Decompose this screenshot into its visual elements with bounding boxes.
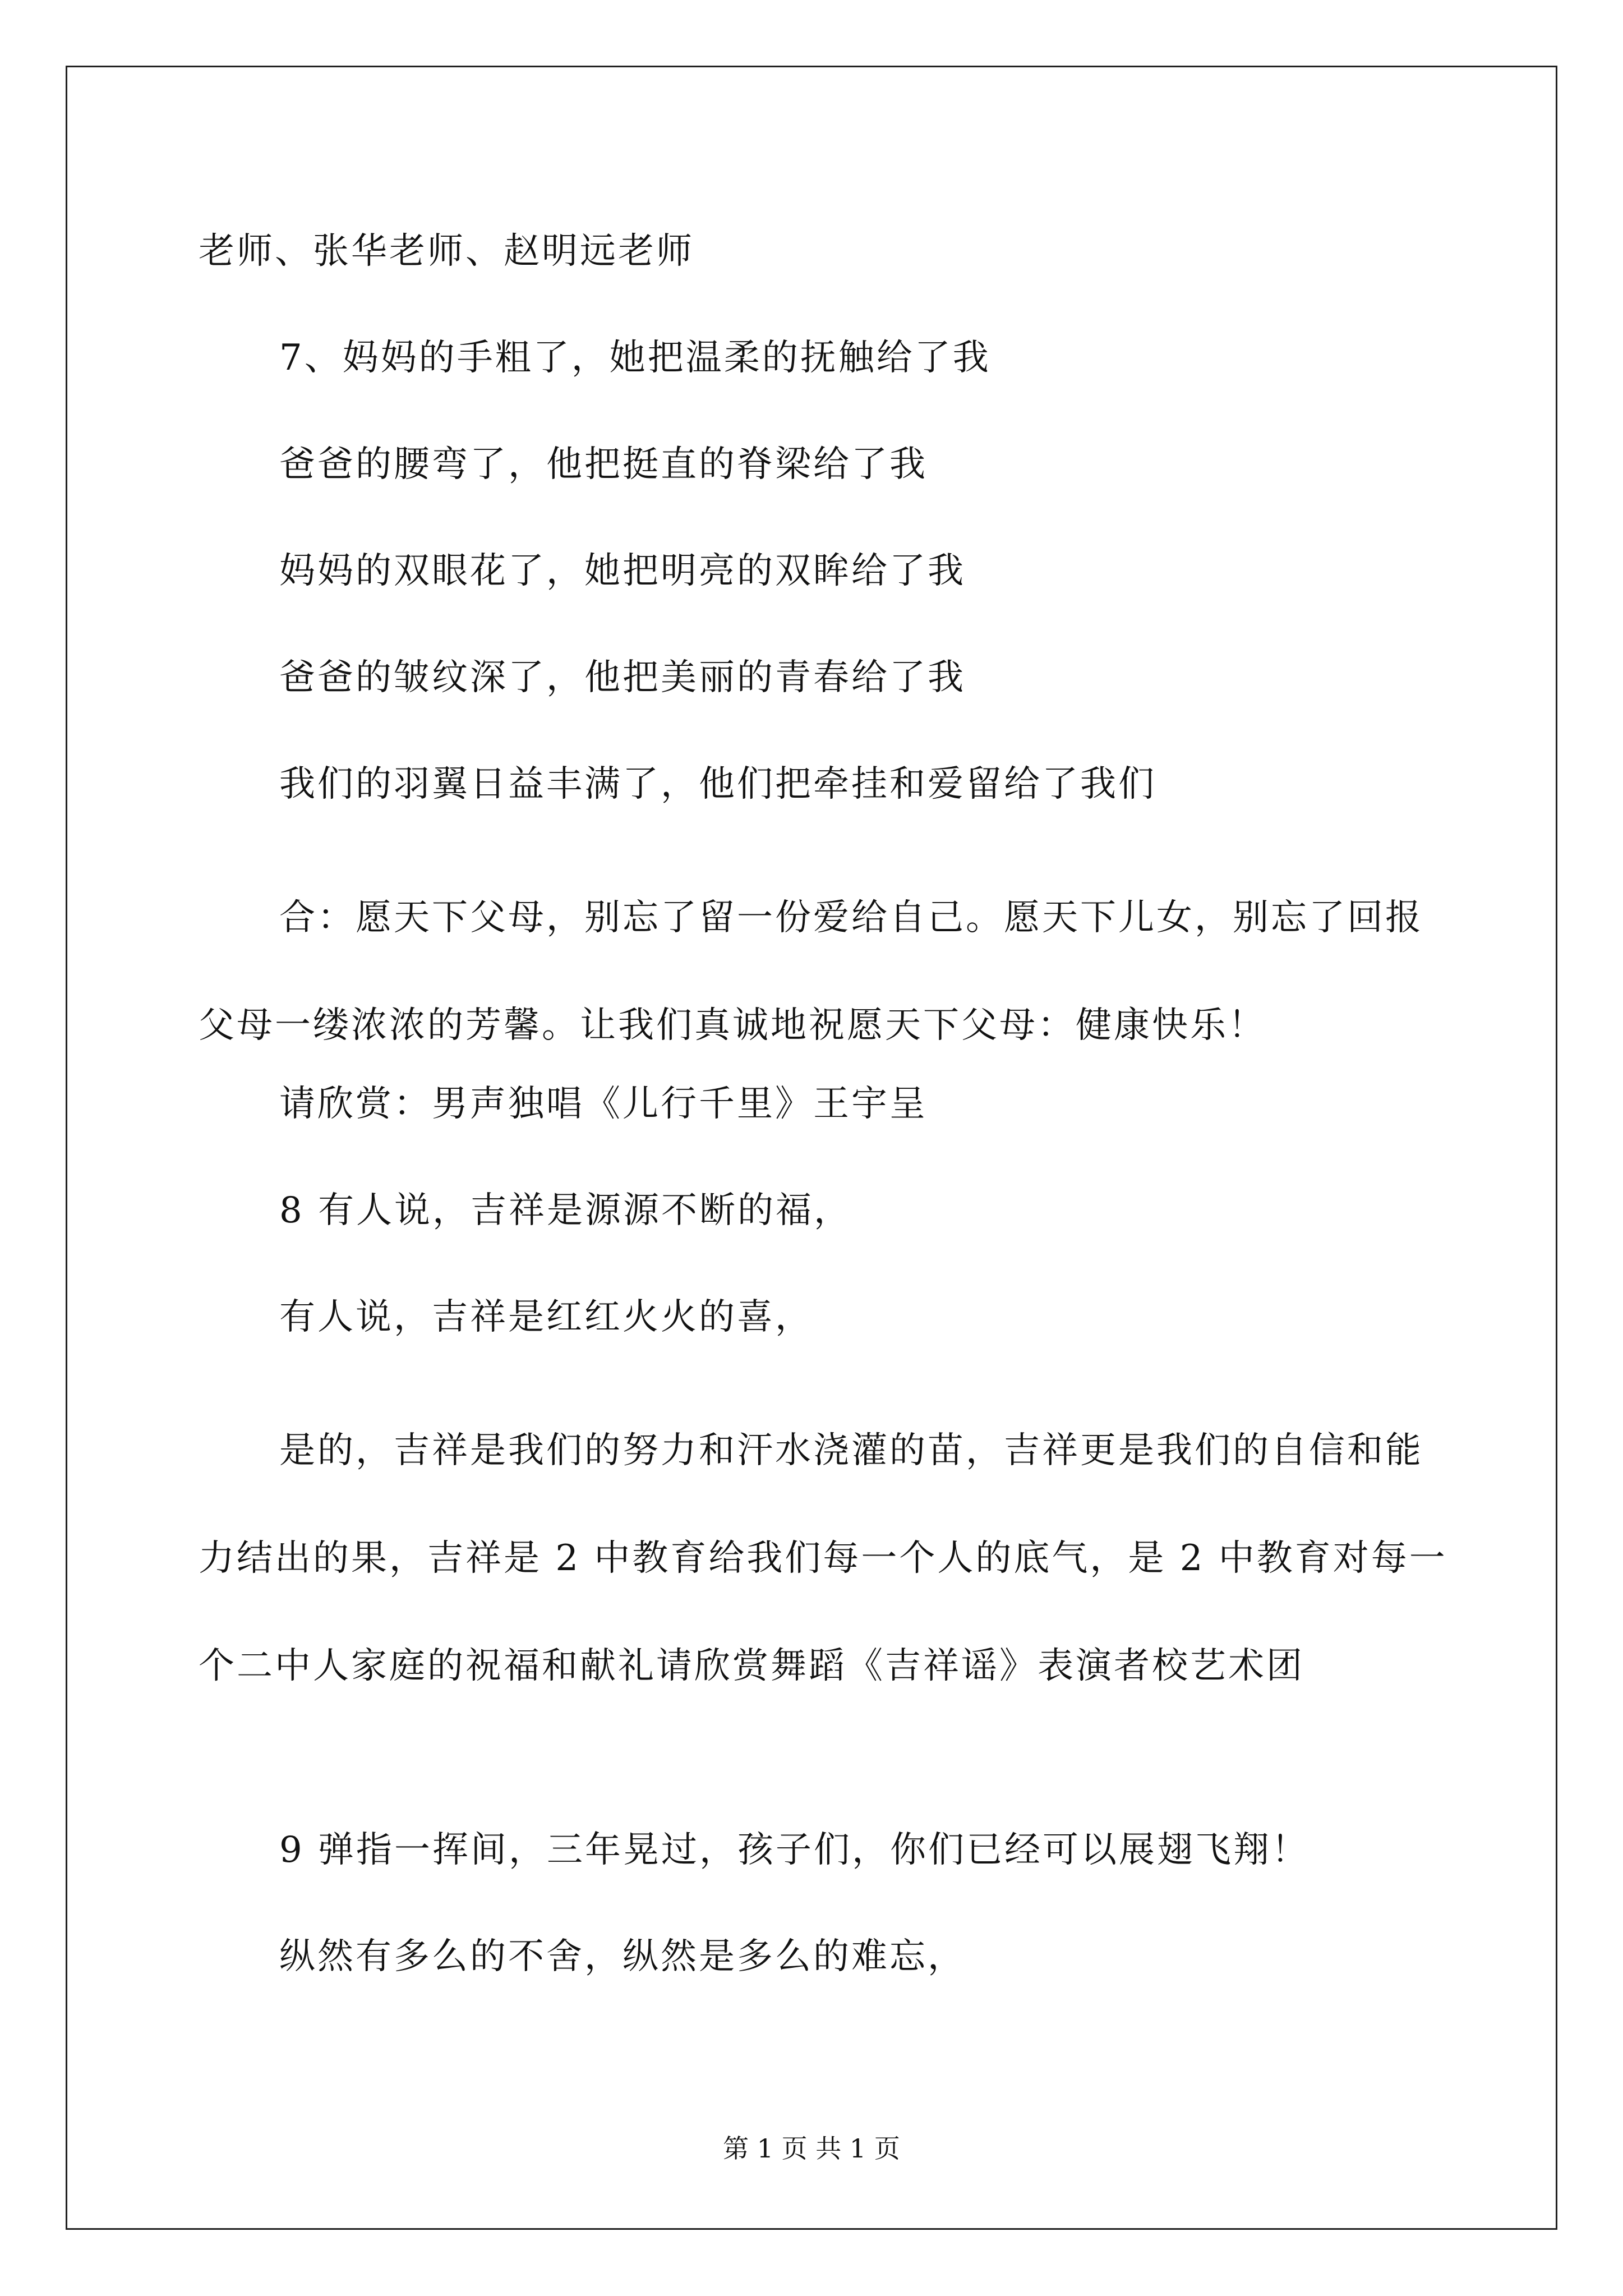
paragraph-6: 我们的羽翼日益丰满了，他们把牵挂和爱留给了我们 [279,763,1156,805]
paragraph-4: 妈妈的双眼花了，她把明亮的双眸给了我 [279,550,966,592]
paragraph-2: 7、妈妈的手粗了，她把温柔的抚触给了我 [279,337,991,379]
paragraph-3: 爸爸的腰弯了，他把挺直的脊梁给了我 [279,444,928,485]
paragraph-9: 8 有人说，吉祥是源源不断的福， [279,1190,852,1231]
paragraph-12: 9 弹指一挥间，三年晃过，孩子们，你们已经可以展翅飞翔！ [279,1829,1310,1871]
paragraph-10: 有人说，吉祥是红红火火的喜， [279,1296,813,1338]
paragraph-13: 纵然有多么的不舍，纵然是多么的难忘， [279,1936,966,1977]
paragraph-8: 请欣赏：男声独唱《儿行千里》王宇呈 [279,1083,928,1125]
paragraph-7: 合：愿天下父母，别忘了留一份爱给自己。愿天下儿女，别忘了回报父母一缕浓浓的芳馨。让我们真诚地祝愿天下父母：健康快乐！ [199,897,1423,1046]
page-footer: 第 1 页 共 1 页 [723,2133,900,2164]
paragraph-5: 爸爸的皱纹深了，他把美丽的青春给了我 [279,657,966,698]
paragraph-1: 老师、张华老师、赵明远老师 [199,231,694,272]
page-border [66,66,1557,2230]
paragraph-11: 是的，吉祥是我们的努力和汗水浇灌的苗，吉祥更是我们的自信和能力结出的果，吉祥是 2 中教育给我们每一个人的底气，是 2 中教育对每一个二中人家庭的祝福和献礼请欣赏舞蹈《吉祥谣》表演者校艺术团 [199,1430,1447,1687]
